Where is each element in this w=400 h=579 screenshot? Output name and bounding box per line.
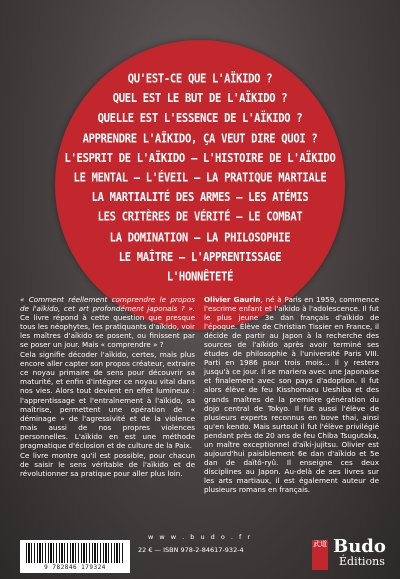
circle-line: LE MENTAL – L'ÉVEIL – LA PRATIQUE MARTIALE [73, 171, 327, 186]
conclusion-paragraph: Ce livre montre qu'il est possible, pour chacun de saisir le sens véritable de l'aïkido et de révolutionner sa pratique pour aller plus loin. [20, 450, 195, 478]
bio-text: , né à Paris en 1959, commence l'escrime enfant et l'aïkido à l'adolescence. Il fut le plus jeune 3e dan français d'aïkido de l'époque. Élève de Christian Tissier en France, il décide de partir au Japon à la recherche des sources de l'aïkido après avoir terminé ses études de philosophie à l'université Paris VIII. Parti en 1986 pour trois mois… il y restera jusqu'à ce jour. Il se mariera avec une Japonaise et finalement avec son pays d'adoption. Il fut alors élève de feu Kisshomaru Ueshiba et des grands maîtres de la première génération du dojo central de Tokyo. Il fut aussi l'élève de plusieurs experts reconnus en bove thai, ainsi qu'en kendo. Mais surtout il fut l'élève privilégié pendant près de 20 ans de feu Chiba Tsugutaka, un maître exceptionnel d'aïki-jujitsu. Olivier est aujourd'hui paisiblement 6e dan d'aïkido et 5e dan de daïtô-ryû. Il enseigne ces deux disciplines au Japon. Au-delà de ses livres sur les arts martiaux, il est également auteur de plusieurs romans en français. [204, 295, 379, 494]
circle-line: APPRENDRE L'AÏKIDO, ÇA VEUT DIRE QUOI ? [82, 131, 318, 146]
circle-line: QU'EST-CE QUE L'AÏKIDO ? [127, 72, 273, 87]
barcode [20, 540, 130, 573]
circle-line: LE MAÎTRE – L'APPRENTISSAGE [118, 250, 282, 265]
meaning-paragraph: Cela signifie décoder l'aïkido, certes, mais plus encore aller capter son propos créateur, extraire ce noyau primaire de sens pour découvrir sa maturité, et enfin d'intégrer ce noyau vital dans nos vies. Alors tout devient en effet lumineux : l'apprentissage et l'entraînement à l'aïkido, sa maîtrise, permettent une opération de « déminage » de l'agressivité et de la violence mais aussi de nos propres violences personnelles. L'aïkido en est une méthode pragmatique d'éclosion et de culture de la Paix. [20, 350, 195, 450]
author-bio [204, 295, 379, 494]
intro-quote: « Comment réellement comprendre le propos de l'aïkido, cet art profondément japonais ? ». [20, 295, 195, 314]
circle-line: QUELLE EST L'ESSENCE DE L'AÏKIDO ? [97, 111, 303, 126]
right-column [204, 295, 379, 495]
budo-seal-icon: 武道 [312, 540, 328, 570]
circle-line: LA MARTIALITÉ DES ARMES – LES ATÉMIS [91, 191, 309, 205]
circle-line: L'HONNÊTETÉ [166, 270, 234, 284]
left-column [20, 295, 195, 479]
intro-paragraph [20, 295, 195, 349]
price-isbn: 22 € — ISBN 978-2-84617-932-4 [138, 546, 244, 554]
circle-line: LES CRITÈRES DE VÉRITÉ – LE COMBAT [97, 210, 303, 225]
logo-main: Budo [333, 536, 386, 557]
publisher-logo [333, 538, 393, 568]
logo-sub: Éditions [339, 555, 385, 568]
intro-text: Ce livre répond à cette question que presque tous les néophytes, les pratiquants d'aïkido, voir les maîtres d'aïkido se posent, ou finissent par se poser un jour. Mais « comprendre » ? [20, 313, 195, 350]
barcode-bars [26, 543, 124, 563]
barcode-number: 9 782846 179324 [44, 564, 106, 571]
author-name: Olivier Gaurin [204, 295, 261, 304]
circle-line: L'ESPRIT DE L'AÏKIDO – L'HISTOIRE DE L'AÏKIDO [64, 151, 336, 166]
circle-line: QUEL EST LE BUT DE L'AÏKIDO ? [112, 92, 288, 106]
circle-questions [55, 70, 345, 288]
publisher-url: w w w . b u d o . f r [147, 533, 253, 541]
circle-line: LA DOMINATION – LA PHILOSOPHIE [109, 230, 291, 245]
